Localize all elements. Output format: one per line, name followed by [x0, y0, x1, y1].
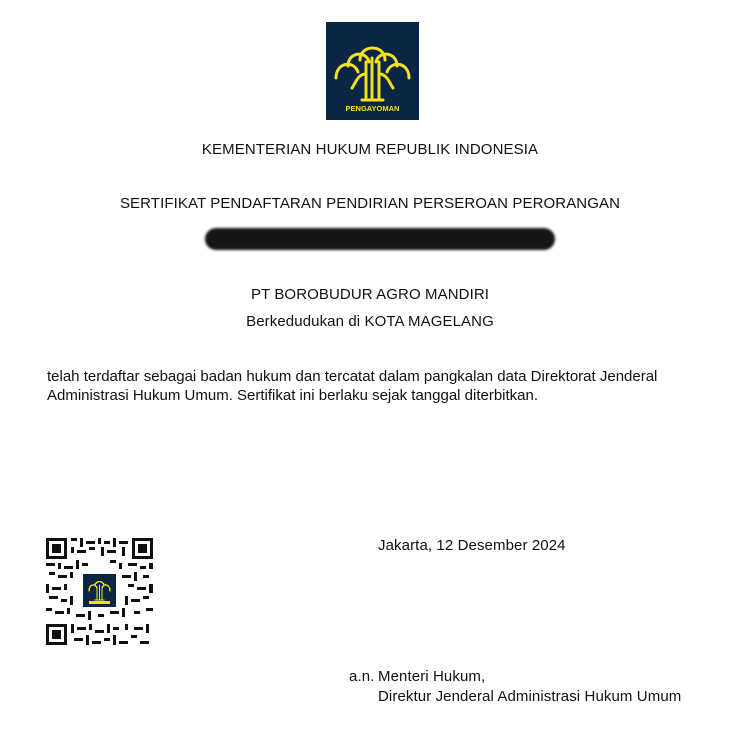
signature-line-1: Menteri Hukum, — [378, 668, 486, 685]
certificate-title: SERTIFIKAT PENDAFTARAN PENDIRIAN PERSEROAN PERORANGAN — [119, 195, 621, 212]
signature-place-date: Jakarta, 12 Desember 2024 — [378, 537, 566, 554]
qr-code-icon — [46, 538, 153, 645]
pengayoman-emblem-icon — [326, 22, 419, 120]
company-domicile: Berkedudukan di KOTA MAGELANG — [246, 313, 494, 330]
signature-prefix: a.n. — [349, 668, 375, 685]
ministry-heading: KEMENTERIAN HUKUM REPUBLIK INDONESIA — [201, 141, 539, 158]
logo-text: PENGAYOMAN — [345, 104, 400, 113]
redaction-bar — [205, 228, 555, 250]
company-name: PT BOROBUDUR AGRO MANDIRI — [250, 286, 490, 303]
certificate-body-text: telah terdaftar sebagai badan hukum dan tercatat dalam pangkalan data Direktorat Jenderal Administrasi Hukum Umum. Sertifikat ini berlaku sejak tanggal diterbitkan. — [47, 368, 658, 404]
signature-line-2: Direktur Jenderal Administrasi Hukum Umum — [378, 688, 682, 705]
